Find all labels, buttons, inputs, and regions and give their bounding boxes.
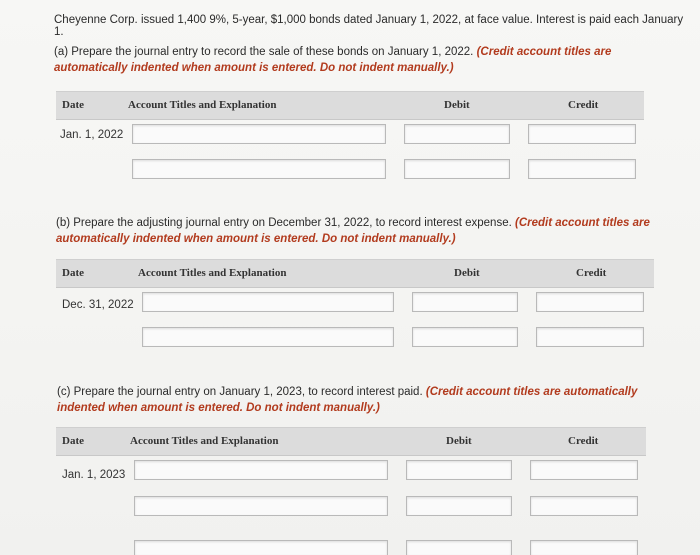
part-c-instructions [57, 384, 672, 416]
part-c-row3-account-input[interactable] [134, 540, 388, 555]
part-a-row1-account-input[interactable] [132, 124, 386, 144]
part-b-row1-account-input[interactable] [142, 292, 394, 312]
part-a-prompt: (a) Prepare the journal entry to record the sale of these bonds on January 1, 2022. [54, 46, 474, 58]
header-account: Account Titles and Explanation [138, 267, 287, 279]
part-a-instructions [54, 44, 644, 76]
part-a-row2-account-input[interactable] [132, 159, 386, 179]
header-debit: Debit [446, 435, 472, 447]
part-b-row1-credit-input[interactable] [536, 292, 644, 312]
header-account: Account Titles and Explanation [130, 435, 279, 447]
header-debit: Debit [454, 267, 480, 279]
part-b-instructions [56, 215, 671, 247]
header-credit: Credit [568, 99, 599, 111]
part-c-row1-debit-input[interactable] [406, 460, 512, 480]
part-a-row2-credit-input[interactable] [528, 159, 636, 179]
part-b-prompt: (b) Prepare the adjusting journal entry on December 31, 2022, to record interest expense. [56, 217, 512, 229]
part-b-row1-debit-input[interactable] [412, 292, 518, 312]
part-c-row3-credit-input[interactable] [530, 540, 638, 555]
part-c-row1-account-input[interactable] [134, 460, 388, 480]
part-b-table-header [56, 259, 654, 288]
part-b-row2-credit-input[interactable] [536, 327, 644, 347]
part-c-note: (Credit account titles are automatically indented when amount is entered. Do not indent manually.) [57, 386, 638, 414]
part-a-row1-credit-input[interactable] [528, 124, 636, 144]
part-c-row1-credit-input[interactable] [530, 460, 638, 480]
part-a-date: Jan. 1, 2022 [60, 129, 124, 141]
part-c-row2-account-input[interactable] [134, 496, 388, 516]
header-date: Date [62, 99, 84, 111]
problem-intro: Cheyenne Corp. issued 1,400 9%, 5-year, $1,000 bonds dated January 1, 2022, at face value. Interest is paid each January 1. [54, 14, 684, 38]
part-a-note: (Credit account titles are automatically indented when amount is entered. Do not indent manually.) [54, 46, 612, 74]
header-credit: Credit [576, 267, 607, 279]
header-debit: Debit [444, 99, 470, 111]
part-c-row3-debit-input[interactable] [406, 540, 512, 555]
part-b-date: Dec. 31, 2022 [62, 299, 134, 311]
part-c-date: Jan. 1, 2023 [62, 469, 126, 481]
header-credit: Credit [568, 435, 599, 447]
header-account: Account Titles and Explanation [128, 99, 277, 111]
part-b-row2-debit-input[interactable] [412, 327, 518, 347]
header-date: Date [62, 435, 84, 447]
part-a-table-header [56, 91, 644, 120]
part-c-prompt: (c) Prepare the journal entry on January 1, 2023, to record interest paid. [57, 386, 423, 398]
part-c-table-header [56, 427, 646, 456]
part-a-row1-debit-input[interactable] [404, 124, 510, 144]
header-date: Date [62, 267, 84, 279]
part-a-row2-debit-input[interactable] [404, 159, 510, 179]
part-b-note: (Credit account titles are automatically indented when amount is entered. Do not indent manually.) [56, 217, 650, 245]
part-b-row2-account-input[interactable] [142, 327, 394, 347]
part-c-row2-debit-input[interactable] [406, 496, 512, 516]
part-c-row2-credit-input[interactable] [530, 496, 638, 516]
